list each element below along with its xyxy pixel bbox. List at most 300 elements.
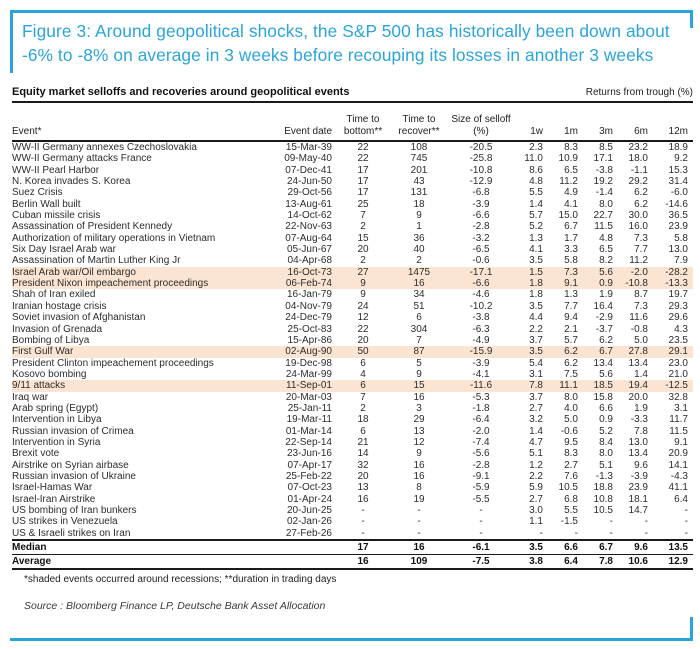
summary-value-cell: 17 <box>337 540 389 555</box>
event-cell: Invasion of Grenada <box>12 323 103 335</box>
value-cell: 6.5 <box>599 244 613 256</box>
table-row <box>12 346 693 357</box>
value-cell: 34 <box>413 289 425 301</box>
value-cell: -6.6 <box>449 278 513 289</box>
value-cell: 7.8 <box>513 380 548 391</box>
value-cell: 2.3 <box>529 142 543 153</box>
event-date-cell: 29-Oct-56 <box>287 187 332 199</box>
value-cell: 10.5 <box>558 482 578 494</box>
value-cell: -6.5 <box>472 244 490 256</box>
event-cell: WW-II Pearl Harbor <box>12 164 100 176</box>
event-cell: Russian invasion of Ukraine <box>12 470 136 482</box>
value-cell: 745 <box>410 153 428 165</box>
event-date-cell: 24-Jun-50 <box>286 176 332 188</box>
value-cell: 5.1 <box>529 448 543 460</box>
value-cell: 7 <box>360 391 366 403</box>
value-cell: 29 <box>413 414 425 426</box>
event-date-cell: 19-Mar-11 <box>286 414 332 426</box>
value-cell: 17 <box>357 176 369 188</box>
value-cell: 6 <box>360 425 366 437</box>
event-date-cell: 09-May-40 <box>284 153 332 165</box>
value-cell: 1.7 <box>564 232 578 244</box>
events-table-header <box>12 103 693 141</box>
value-cell: -12.9 <box>469 176 493 188</box>
value-cell: -15.9 <box>449 346 513 357</box>
value-cell: 40 <box>413 244 425 256</box>
col-header-6m: 6m <box>618 103 653 141</box>
table-row <box>12 414 693 425</box>
value-cell: 4.1 <box>529 244 543 256</box>
value-cell: 15.0 <box>558 210 578 222</box>
value-cell: 1.8 <box>529 289 543 301</box>
value-cell: 5.7 <box>529 210 543 222</box>
value-cell: 22.7 <box>593 210 613 222</box>
value-cell: 1.9 <box>634 402 648 414</box>
value-cell: -5.5 <box>472 493 490 505</box>
value-cell: - <box>361 505 365 516</box>
value-cell: 3.0 <box>529 505 543 516</box>
value-cell: - <box>644 516 648 528</box>
event-date-cell: 14-Oct-62 <box>287 210 332 222</box>
table-row <box>12 426 693 437</box>
table-row <box>12 528 693 540</box>
col-header-1w: 1w <box>513 103 548 141</box>
value-cell: 4.0 <box>564 402 578 414</box>
value-cell: -3.7 <box>595 323 613 335</box>
value-cell: 0.9 <box>599 414 613 426</box>
summary-value-cell: 3.5 <box>513 540 548 555</box>
value-cell: 8.2 <box>599 255 613 267</box>
value-cell: 16 <box>389 278 449 289</box>
value-cell: 51 <box>413 300 425 312</box>
table-row <box>12 165 693 176</box>
value-cell: -14.6 <box>665 198 688 210</box>
value-cell: 1.3 <box>564 289 578 301</box>
value-cell: 30.0 <box>628 210 648 222</box>
table-row <box>12 221 693 232</box>
event-cell: President Clinton impeachement proceedings <box>12 357 214 369</box>
col-header-1m: 1m <box>548 103 583 141</box>
value-cell: 13.4 <box>628 448 648 460</box>
value-cell: - <box>417 527 421 539</box>
value-cell: 1 <box>416 221 422 233</box>
value-cell: -3.9 <box>472 357 490 369</box>
event-date-cell: 13-Aug-61 <box>285 198 332 210</box>
value-cell: 29.3 <box>668 300 688 312</box>
value-cell: 17.1 <box>593 153 613 165</box>
value-cell: 7.3 <box>634 232 648 244</box>
value-cell: 18.8 <box>593 482 613 494</box>
value-cell: 6 <box>337 380 389 391</box>
summary-value-cell: 12.9 <box>653 555 693 570</box>
value-cell: -2.9 <box>595 312 613 324</box>
value-cell: -10.2 <box>469 300 493 312</box>
table-row <box>12 233 693 244</box>
event-cell: Shah of Iran exiled <box>12 289 96 301</box>
value-cell: 36.5 <box>668 210 688 222</box>
value-cell: 5.4 <box>529 357 543 369</box>
table-row <box>12 267 693 278</box>
value-cell: 6.2 <box>634 187 648 199</box>
value-cell: 6.8 <box>564 493 578 505</box>
value-cell: 20 <box>357 244 369 256</box>
value-cell: 10.5 <box>593 505 613 516</box>
value-cell: 3.3 <box>564 244 578 256</box>
value-cell: 108 <box>410 142 428 153</box>
value-cell: 304 <box>410 323 428 335</box>
value-cell: 5 <box>416 357 422 369</box>
table-row <box>12 312 693 323</box>
value-cell: 13.0 <box>668 244 688 256</box>
table-row <box>12 505 693 516</box>
event-cell: Suez Crisis <box>12 187 63 199</box>
value-cell: 4.9 <box>564 187 578 199</box>
value-cell: 8.6 <box>529 164 543 176</box>
value-cell: 22 <box>357 323 369 335</box>
value-cell: -20.5 <box>469 142 493 153</box>
col-header-event-date: Event date <box>265 103 337 141</box>
table-row <box>12 187 693 198</box>
value-cell: -4.1 <box>472 368 490 380</box>
value-cell: - <box>609 516 613 528</box>
value-cell: -6.8 <box>472 187 490 199</box>
value-cell: 31.4 <box>668 176 688 188</box>
value-cell: 14.1 <box>668 459 688 471</box>
summary-value-cell: 16 <box>337 555 389 570</box>
value-cell: 1.3 <box>529 232 543 244</box>
event-date-cell: 15-Apr-86 <box>287 334 332 346</box>
event-cell: Authorization of military operations in Vietnam <box>12 232 216 244</box>
value-cell: 8.4 <box>599 436 613 448</box>
event-date-cell: 22-Sep-14 <box>285 436 332 448</box>
event-cell: Six Day Israel Arab war <box>12 244 116 256</box>
value-cell: 29.6 <box>668 312 688 324</box>
event-date-cell: 01-Mar-14 <box>285 425 332 437</box>
value-cell: -12.5 <box>653 380 693 391</box>
event-cell: Brexit vote <box>12 448 60 460</box>
value-cell: 21.0 <box>668 368 688 380</box>
value-cell: 27 <box>337 267 389 278</box>
value-cell: - <box>539 527 543 539</box>
value-cell: 16 <box>413 391 425 403</box>
table-row <box>12 369 693 380</box>
value-cell: 2.7 <box>564 459 578 471</box>
source-line: Source : Bloomberg Finance LP, Deutsche Bank Asset Allocation <box>24 600 326 613</box>
value-cell: - <box>684 516 688 528</box>
value-cell: 5.1 <box>599 459 613 471</box>
value-cell: -11.6 <box>449 380 513 391</box>
value-cell: -1.1 <box>630 164 648 176</box>
value-cell: 12 <box>357 312 369 324</box>
value-cell: 3.5 <box>529 300 543 312</box>
value-cell: -4.6 <box>472 289 490 301</box>
value-cell: 16 <box>413 470 425 482</box>
bottom-accent-frame <box>10 620 693 641</box>
event-cell: US bombing of Iran bunkers <box>12 505 137 516</box>
value-cell: 4.8 <box>599 232 613 244</box>
table-row <box>12 210 693 221</box>
value-cell: 11.1 <box>548 380 583 391</box>
value-cell: 6.2 <box>548 346 583 357</box>
value-cell: -25.8 <box>469 153 493 165</box>
value-cell: 19.7 <box>668 289 688 301</box>
value-cell: 15 <box>357 232 369 244</box>
value-cell: 5.8 <box>674 232 688 244</box>
value-cell: - <box>417 516 421 528</box>
value-cell: 5.0 <box>634 334 648 346</box>
value-cell: 201 <box>410 164 428 176</box>
value-cell: 23.9 <box>628 482 648 494</box>
value-cell: 0.9 <box>583 278 618 289</box>
value-cell: 11.2 <box>629 255 648 267</box>
value-cell: -6.4 <box>472 414 490 426</box>
value-cell: 6 <box>416 312 422 324</box>
event-date-cell: 15-Mar-39 <box>285 142 332 153</box>
event-cell: Arab spring (Egypt) <box>12 402 99 414</box>
value-cell: -2.8 <box>472 459 490 471</box>
value-cell: 4.1 <box>564 198 578 210</box>
value-cell: -6.0 <box>670 187 688 199</box>
event-cell: Berlin Wall built <box>12 198 81 210</box>
value-cell: 1.2 <box>529 459 543 471</box>
value-cell: 8.0 <box>564 391 578 403</box>
value-cell: -3.2 <box>472 232 490 244</box>
event-date-cell: 07-Oct-23 <box>287 482 332 494</box>
value-cell: 25 <box>357 198 369 210</box>
value-cell: -3.9 <box>472 198 490 210</box>
value-cell: 7 <box>416 334 422 346</box>
value-cell: -1.8 <box>472 402 490 414</box>
table-heading-right: Returns from trough (%) <box>585 87 693 98</box>
event-date-cell: 22-Nov-63 <box>285 221 332 233</box>
value-cell: -1.5 <box>560 516 578 528</box>
value-cell: 11.5 <box>669 425 688 437</box>
value-cell: 6.7 <box>564 221 578 233</box>
value-cell: 11.7 <box>669 414 688 426</box>
table-row <box>12 358 693 369</box>
event-cell: Cuban missile crisis <box>12 210 101 222</box>
value-cell: -1.3 <box>595 470 613 482</box>
value-cell: 2.7 <box>529 493 543 505</box>
value-cell: 23.2 <box>628 142 648 153</box>
value-cell: - <box>361 527 365 539</box>
value-cell: 6.4 <box>674 493 688 505</box>
value-cell: -3.9 <box>630 470 648 482</box>
value-cell: 18.5 <box>583 380 618 391</box>
value-cell: 16.4 <box>593 300 613 312</box>
summary-value-cell: 6.4 <box>548 555 583 570</box>
event-cell: Russian invasion of Crimea <box>12 425 134 437</box>
value-cell: 29.2 <box>628 176 648 188</box>
value-cell: 4.3 <box>674 323 688 335</box>
value-cell: 19 <box>413 493 425 505</box>
value-cell: 1.1 <box>529 516 543 528</box>
value-cell: 6.2 <box>564 357 578 369</box>
value-cell: 9.1 <box>674 436 688 448</box>
value-cell: 8.0 <box>599 198 613 210</box>
value-cell: 7.7 <box>634 244 648 256</box>
value-cell: -0.8 <box>630 323 648 335</box>
value-cell: 8.3 <box>564 448 578 460</box>
event-date-cell: 07-Apr-17 <box>287 459 332 471</box>
event-date-cell: 07-Dec-41 <box>285 164 332 176</box>
value-cell: 11.5 <box>594 221 613 233</box>
event-cell: Israel-Hamas War <box>12 482 93 494</box>
table-row <box>12 141 693 153</box>
value-cell: 3.7 <box>529 391 543 403</box>
value-cell: 9 <box>416 368 422 380</box>
event-date-cell: 23-Jun-16 <box>286 448 332 460</box>
value-cell: 23.9 <box>668 221 688 233</box>
value-cell: 7.3 <box>634 300 648 312</box>
value-cell: - <box>417 505 421 516</box>
summary-value-cell: 7.8 <box>583 555 618 570</box>
value-cell: 8 <box>416 482 422 494</box>
summary-label: Average <box>12 555 265 570</box>
value-cell: 13 <box>357 482 369 494</box>
summary-date-spacer <box>265 555 337 570</box>
table-row <box>12 301 693 312</box>
value-cell: 19.2 <box>593 176 613 188</box>
event-cell: President Nixon impeachement proceedings <box>12 278 265 289</box>
value-cell: -3.8 <box>595 164 613 176</box>
value-cell: 1.9 <box>599 289 613 301</box>
value-cell: -5.9 <box>472 482 490 494</box>
event-date-cell: 05-Jun-67 <box>286 244 332 256</box>
value-cell: 17 <box>357 164 369 176</box>
event-cell: Assassination of President Kennedy <box>12 221 173 233</box>
event-cell: Intervention in Libya <box>12 414 102 426</box>
value-cell: 1.4 <box>529 198 543 210</box>
value-cell: 5.9 <box>529 482 543 494</box>
value-cell: -6.6 <box>472 210 490 222</box>
summary-value-cell: 16 <box>389 540 449 555</box>
value-cell: 5.2 <box>599 425 613 437</box>
col-header-time-to-bottom: Time to bottom** <box>337 103 389 141</box>
value-cell: 13.0 <box>628 436 648 448</box>
event-cell: US & Israeli strikes on Iran <box>12 527 131 539</box>
value-cell: 4.7 <box>529 436 543 448</box>
value-cell: 5.7 <box>564 334 578 346</box>
table-heading-row <box>12 86 693 103</box>
value-cell: 2.1 <box>564 323 578 335</box>
summary-date-spacer <box>265 540 337 555</box>
value-cell: 7.6 <box>564 470 578 482</box>
summary-value-cell: 6.7 <box>583 540 618 555</box>
summary-label: Median <box>12 540 265 555</box>
value-cell: 43 <box>413 176 425 188</box>
col-header-size-of-selloff: Size of selloff (%) <box>449 103 513 141</box>
figure-title: Figure 3: Around geopolitical shocks, the S&P 500 has historically been down about -6% to -8% on average in 3 weeks before recouping its losses in another 3 weeks <box>22 21 670 65</box>
value-cell: - <box>684 527 688 539</box>
event-date-cell: 04-Nov-79 <box>285 300 332 312</box>
value-cell: 32 <box>357 459 369 471</box>
value-cell: 5.5 <box>529 187 543 199</box>
event-date-cell: 16-Oct-73 <box>265 267 337 278</box>
event-cell: Iraq war <box>12 391 49 403</box>
value-cell: 9 <box>416 448 422 460</box>
value-cell: 50 <box>337 346 389 357</box>
value-cell: 11.0 <box>524 153 543 165</box>
value-cell: 16 <box>413 459 425 471</box>
value-cell: 2 <box>360 402 366 414</box>
value-cell: -5.3 <box>472 391 490 403</box>
value-cell: 3 <box>416 402 422 414</box>
col-header-12m: 12m <box>653 103 693 141</box>
value-cell: 6.7 <box>583 346 618 357</box>
value-cell: 11.2 <box>559 176 578 188</box>
value-cell: 8.3 <box>564 142 578 153</box>
value-cell: 8.5 <box>599 142 613 153</box>
value-cell: - <box>609 527 613 539</box>
value-cell: 6.6 <box>599 402 613 414</box>
value-cell: 9.2 <box>674 153 688 165</box>
value-cell: 14 <box>357 448 369 460</box>
value-cell: 41.1 <box>668 482 688 494</box>
event-date-cell: 02-Aug-90 <box>265 346 337 357</box>
value-cell: 9.1 <box>548 278 583 289</box>
value-cell: 13 <box>413 425 425 437</box>
value-cell: 5.0 <box>564 414 578 426</box>
value-cell: 15 <box>389 380 449 391</box>
event-date-cell: 24-Dec-79 <box>285 312 332 324</box>
value-cell: 6.2 <box>599 334 613 346</box>
value-cell: -4.9 <box>472 334 490 346</box>
event-date-cell: 16-Jan-79 <box>286 289 332 301</box>
value-cell: 23.5 <box>668 334 688 346</box>
value-cell: 2.2 <box>529 323 543 335</box>
summary-value-cell: 3.8 <box>513 555 548 570</box>
value-cell: 24 <box>357 300 369 312</box>
value-cell: -3.3 <box>630 414 648 426</box>
value-cell: 3.1 <box>674 402 688 414</box>
value-cell: - <box>644 527 648 539</box>
table-row <box>12 153 693 164</box>
value-cell: -1.4 <box>595 187 613 199</box>
value-cell: -2.0 <box>472 425 490 437</box>
value-cell: 9.5 <box>564 436 578 448</box>
value-cell: 20 <box>357 334 369 346</box>
value-cell: 3.5 <box>529 255 543 267</box>
value-cell: -7.4 <box>472 436 490 448</box>
value-cell: 13.4 <box>593 357 613 369</box>
value-cell: 1.4 <box>529 425 543 437</box>
event-cell: Kosovo bombing <box>12 368 87 380</box>
value-cell: 6 <box>360 357 366 369</box>
event-cell: WW-II Germany attacks France <box>12 153 152 165</box>
value-cell: 4 <box>360 368 366 380</box>
value-cell: 7.9 <box>674 255 688 267</box>
value-cell: 9.4 <box>564 312 578 324</box>
value-cell: 2.2 <box>529 470 543 482</box>
value-cell: 7.8 <box>634 425 648 437</box>
table-row <box>12 471 693 482</box>
value-cell: 10.9 <box>558 153 578 165</box>
table-row <box>12 324 693 335</box>
table-row <box>12 494 693 505</box>
value-cell: 8.0 <box>599 448 613 460</box>
value-cell: 13.4 <box>628 357 648 369</box>
value-cell: 5.2 <box>529 221 543 233</box>
value-cell: -0.6 <box>560 425 578 437</box>
value-cell: 20 <box>357 470 369 482</box>
value-cell: 3.2 <box>529 414 543 426</box>
value-cell: 27.8 <box>618 346 653 357</box>
table-heading-left: Equity market selloffs and recoveries around geopolitical events <box>12 86 350 98</box>
table-row <box>12 244 693 255</box>
summary-value-cell: 10.6 <box>618 555 653 570</box>
value-cell: 10.8 <box>593 493 613 505</box>
